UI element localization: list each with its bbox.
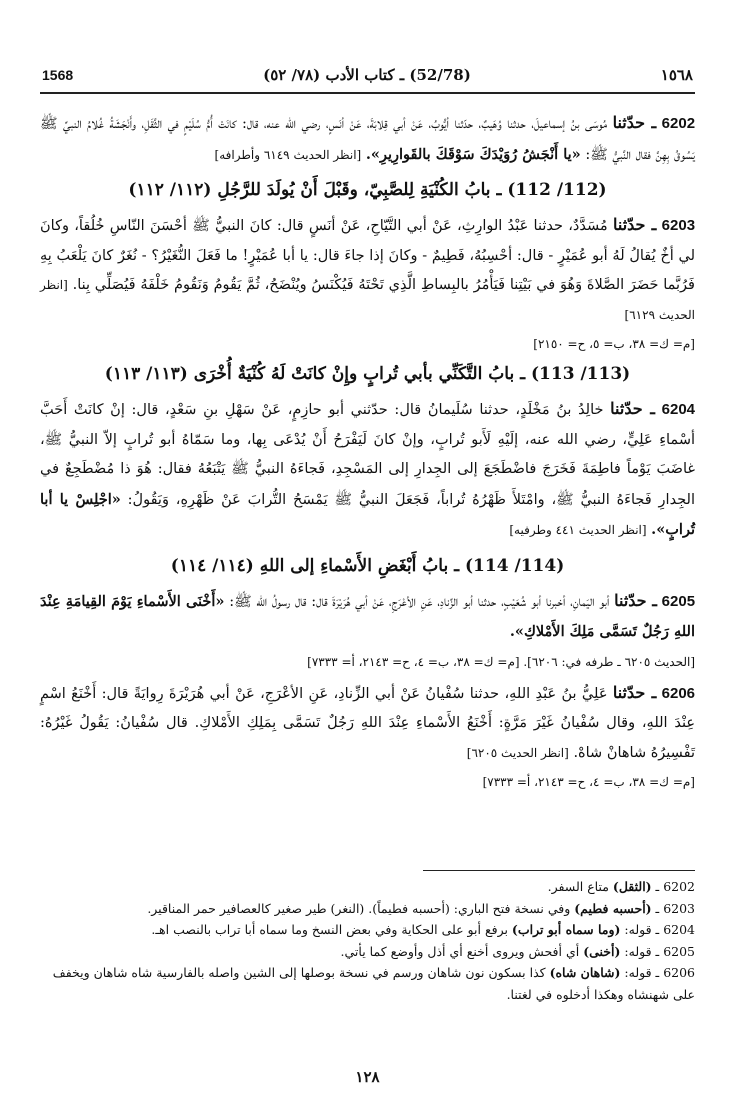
muslim-reference: [الحديث ٦٢٠٥ ـ طرفه في: ٦٢٠٦]. [م= ك= ٣٨، ب= ٤، ح= ٢١٤٣، أ= ٧٣٣٣] [307, 654, 695, 669]
footnote-text: كذا بسكون نون شاهان ورسم في نسخة بوصلها إلى الشين واصله بالفارسية شاه شاهان ويخفف على شهنشاه وهكذا أدخلوه في لغتنا. [52, 965, 695, 1002]
chapter-heading-112: (112/ 112) ـ بابُ الكُنْيَةِ لِلصَّبِيّ، وقَبْلَ أَنْ يُولَدَ للرَّجُلِ (١١٢/ ١١٢) [128, 180, 607, 200]
footnote [40, 898, 695, 920]
footnote-term: (أحسبه فطيم) [574, 900, 652, 916]
main-text [40, 108, 695, 798]
muslim-reference: [م= ك= ٣٨، ب= ٥، ح= ٢١٥٠] [533, 337, 695, 351]
running-title: (52/78) ـ كتاب الأدب (٧٨/ ٥٢) [263, 66, 471, 84]
chapter-heading-114: (114/ 114) ـ بابُ أَبْغَضِ الأَسْماءِ إلى اللهِ (١١٤/ ١١٤) [170, 555, 565, 576]
haddathana: ـ حدّثنا [614, 590, 657, 610]
footnote [40, 919, 695, 941]
muslim-reference: [م= ك= ٣٨، ب= ٤، ح= ٢١٤٣، أ= ٧٣٣٣] [482, 775, 695, 789]
page-number-bottom: ١٢٨ [355, 1068, 380, 1086]
footnote-number: 6202 [663, 879, 695, 894]
cross-reference: [انظر الحديث ٦٢٠٥] [466, 745, 569, 760]
footnote [40, 962, 695, 1005]
hadith-number: 6205 [661, 592, 696, 610]
cross-reference: [انظر الحديث ٦١٤٩ وأطرافه] [214, 147, 362, 162]
hadith-6204 [40, 394, 695, 546]
footnote-text: متاع السفر. [547, 879, 613, 894]
haddathana: ـ حدّثنا [610, 399, 655, 418]
footnote-number: 6206 [663, 965, 695, 980]
footnote-number: 6203 [663, 900, 695, 916]
footnote-prefix: ـ قوله: [620, 965, 664, 980]
page-number-arabic: ١٥٦٨ [660, 66, 693, 84]
hadith-number: 6206 [661, 684, 696, 702]
footnote-term: (وما سماه أبو تراب) [511, 922, 621, 937]
header-rule [40, 92, 695, 94]
footnote [40, 876, 695, 898]
haddathana: ـ حدّثنا [612, 682, 657, 702]
footnote-prefix: ـ قوله: [620, 943, 664, 959]
hadith-6203 [40, 210, 695, 330]
footnote-number: 6204 [663, 922, 695, 937]
footnote [40, 941, 695, 963]
prophetic-quote: «يا أَنْجَشُ رُوَيْدَكَ سَوْقَكَ بالقَوارِيرِ». [365, 145, 581, 163]
footnote-prefix: ـ [651, 900, 664, 916]
footnote-term: (أخنى) [583, 943, 621, 959]
hadith-text: أبو اليَمانِ، أخبرنا أبو شُعَيْبٍ، حدثنا أبو الزِّنادِ، عَنِ الأعْرَجِ، عَنْ أبي هُرَيْرَةَ قال: قال رسولُ الله ﷺ: [224, 593, 610, 610]
prophetic-quote: «اجْلِسْ يا أبا تُرابٍ». [40, 490, 695, 538]
hadith-6206 [40, 678, 695, 769]
hadith-number: 6203 [661, 217, 696, 234]
footnote-text: وفي نسخة فتح الباري: (أحسبه فطيماً). (النغر) طير صغير كالعصافير حمر المناقير. [147, 900, 575, 916]
footnote-term: (الثقل) [612, 879, 652, 894]
cross-reference: [انظر الحديث ٤٤١ وطرفيه] [509, 523, 647, 537]
page-number-latin: 1568 [42, 67, 74, 83]
prophetic-quote: «أَخْنَى الأَسْماءِ يَوْمَ القِيامَةِ عِنْدَ اللهِ رَجُلٌ تَسَمَّى مَلِكَ الأَمْلاكِ». [40, 592, 695, 640]
hadith-text: عَلِيُّ بنُ عَبْدِ اللهِ، حدثنا سُفْيانُ عَنْ أبي الزِّنادِ، عَنِ الأعْرَجِ، عَنْ أبي هُرَيْرَةَ رِوايَةً قال: أَخْنَعُ اسْمٍ عِنْدَ اللهِ، وقال سُفْيانُ غَيْرَ مَرَّةٍ: أَخْنَعُ الأَسْماءِ عِنْدَ اللهِ رَجُلٌ تَسَمَّى بِمَلِكِ الأَمْلاكِ. قال سُفْيانُ: يَقُولُ غَيْرُهُ: تَفْسِيرُهُ شاهانْ شاهْ. [40, 685, 695, 761]
hadith-number: 6202 [661, 115, 696, 132]
hadith-6202 [40, 108, 695, 170]
footnote-text: أي أفحش ويروى أخنع أي أذل وأوضع كما يأتي. [340, 943, 584, 959]
cross-reference: [انظر الحديث ٦١٢٩] [40, 278, 695, 322]
footnotes [40, 876, 695, 1005]
footnote-number: 6205 [663, 943, 695, 959]
footnote-rule [423, 870, 695, 871]
haddathana: ـ حدّثنا [612, 113, 657, 132]
hadith-text: مُوسَى بنُ إسماعيلَ، حدثنا وُهَيبٌ، حدّثنا أيُّوبُ، عَنْ أبي قِلابَةَ، عَنْ أنَسٍ، رضي الله عنه، قال: كانَتْ أُمُّ سُلَيْمٍ في الثَّقَلِ، وأَنْجَشَةُ غُلامُ النبيِّ ﷺ يَسُوقُ بِهِنَّ فقال النَّبيُّ ﷺ: [40, 116, 695, 163]
footnote-prefix: ـ [651, 879, 664, 894]
footnote-prefix: ـ قوله: [620, 922, 664, 937]
running-header [42, 62, 693, 88]
haddathana: ـ حدّثنا [612, 215, 657, 234]
footnote-text: برفع أبو على الحكاية وفي بعض النسخ وما سماه أبا تراب بالنصب اهـ. [151, 922, 512, 937]
hadith-text: خالِدُ بنُ مَخْلَدٍ، حدثنا سُلَيمانُ قال: حدّثني أبو حازِمٍ، عَنْ سَهْلِ بنِ سَعْدٍ، قال: إنْ كانَتْ أَحَبَّ أسْماءِ عَلِيٍّ، رضي الله عنه، إلَيْهِ لَأَبو تُرابٍ، وإنْ كانَ لَيَفْرَحُ أَنْ يُدْعَى بِها، وما سَمّاهُ أبو تُرابٍ إلاّ النبيُّ ﷺ، غاضَبَ يَوْماً فاطِمَةَ فَخَرَجَ فاضْطَجَعَ إلى الجِدارِ إلى المَسْجِدِ، فَجاءَهُ النبيُّ ﷺ يَتْبَعُهُ فقال: هُوَ ذا مُضْطَجِعٌ في الجِدارِ فَجاءَهُ النبيُّ ﷺ، وامْتَلأَ ظَهْرُهُ تُراباً، فَجَعَلَ النبيُّ ﷺ يَمْسَحُ التُّرابَ عَنْ ظَهْرِهِ، وَيَقُولُ: [40, 402, 695, 508]
footnote-term: (شاهان شاه) [549, 965, 621, 980]
hadith-6205 [40, 586, 695, 648]
chapter-heading-113: (113/ 113) ـ بابُ التَّكَنِّي بأبي تُرابٍ وإِنْ كانَتْ لَهُ كُنْيَةٌ أُخْرَى (١١٣/ ١١٣) [104, 364, 631, 384]
hadith-text: مُسَدَّدٌ، حدثنا عَبْدُ الوارِثِ، عَنْ أبي التَّيّاحِ، عَنْ أنَسٍ قال: كانَ النبيُّ ﷺ أحْسَنَ النّاسِ خُلُقاً، وكانَ لي أخٌ يُقالُ لَهُ أبو عُمَيْرٍ - قال: أحْسِبُهُ، فَطِيمٌ - وكانَ إذا جاءَ قال: يا أبا عُمَيْرٍ! ما فَعَلَ النُّغَيْرُ؟ - نُغَرٌ كانَ يَلْعَبُ بِهِ فَرُبَّما حَضَرَ الصَّلاةَ وَهُوَ في بَيْتِنا فَيَأْمُرُ بالبِساطِ الَّذِي تَحْتَهُ فَيُكْنَسُ ويُنْضَحُ، ثُمَّ يَقُومُ وَنَقُومُ خَلْفَهُ فَيُصَلِّي بِنا. [40, 218, 695, 293]
hadith-number: 6204 [661, 401, 696, 418]
